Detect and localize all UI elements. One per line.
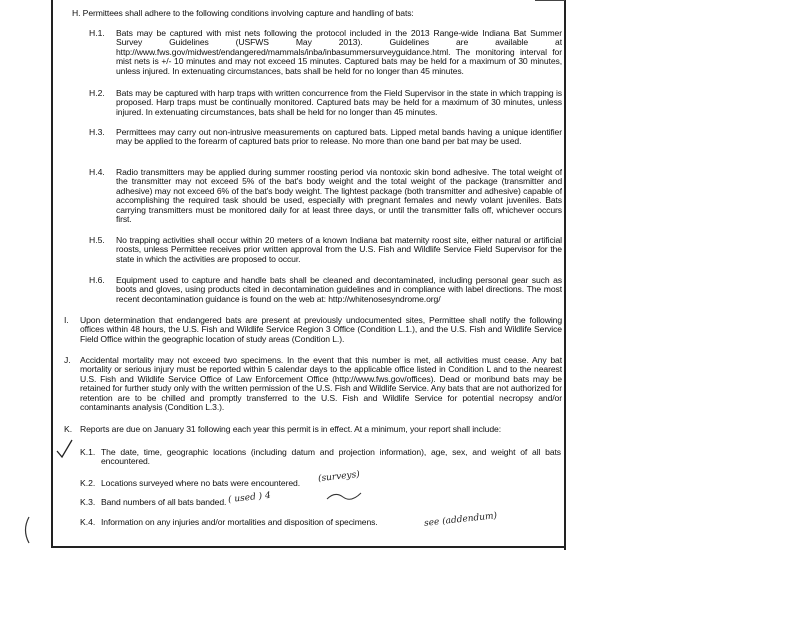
condition-h2-text: Bats may be captured with harp traps with written concurrence from the Field Supervisor in the state in which trapping is proposed. Harp traps must be continually monitored. Captured bats may be held for a maximum of 30 minutes, unless injured. In extenuating circumstances, bats shall be held for no longer than 45 minutes. [116, 89, 562, 117]
condition-k-text: Reports are due on January 31 following each year this permit is in effect. At a minimum, your report shall include: [80, 425, 502, 434]
item-number: I. [64, 315, 69, 325]
page-border-left [51, 0, 53, 548]
condition-h4-text: Radio transmitters may be applied during summer roosting period via nontoxic skin bond adhesive. The total weight of the transmitter may not exceed 5% of the bat's body weight and the total weight of the package (transmitter and adhesive) may not exceed 6% of the bat's body weight. The lightest package (both transmitter and adhesive) capable of accomplishing the required task should be used, especially with pregnant females and newly volant juveniles. Bats carrying transmitters must be monitored daily for at least three days, or until the transmitter falls off, whichever occurs first. [116, 168, 562, 225]
item-number: K.2. [80, 478, 96, 488]
item-number: J. [64, 355, 71, 365]
handwritten-note-k3: ( used ) 4 [227, 490, 272, 506]
item-number: K. [64, 424, 73, 434]
condition-h6-text: Equipment used to capture and handle bats shall be cleaned and decontaminated, including personal gear such as boots and gloves, using products cited in decontamination guidelines and in compliance with label directions. The most recent decontamination guidance is found on the web at: http://whitenosesyndrome.org/ [116, 276, 562, 304]
item-number: K.3. [80, 497, 96, 507]
report-item-k2-text: Locations surveyed where no bats were encountered. [101, 479, 300, 488]
handwritten-note-k2: (surveys) [317, 469, 361, 485]
condition-h3-text: Permittees may carry out non-intrusive measurements on captured bats. Lipped metal bands having a unique identifier may be applied to the forearm of captured bats prior to release. No more than one band per bat may be used. [116, 128, 562, 147]
item-number: K.4. [80, 517, 96, 527]
section-h-intro: H. Permittees shall adhere to the following conditions involving capture and handling of bats: [72, 9, 414, 18]
item-number: K.1. [80, 447, 96, 457]
page-border-right [564, 0, 566, 550]
condition-h5-text: No trapping activities shall occur within 20 meters of a known Indiana bat maternity roost site, either natural or artificial roosts, unless Permittee receives prior written approval from the U.S. Fish and Wildlife Service Field Supervisor for the state in which the activities are proposed to occur. [116, 236, 562, 264]
item-number: H.3. [89, 127, 105, 137]
checkmark-icon [54, 438, 76, 460]
report-item-k1-text: The date, time, geographic locations (including datum and projection information), age, sex, and weight of all bats encountered. [101, 448, 561, 467]
condition-h1-text: Bats may be captured with mist nets following the protocol included in the 2013 Range-wide Indiana Bat Summer Survey Guidelines (USFWS May 2013). Guidelines are available at http://www.fws.gov/midwest/endangered/mammals/inba/inbasummersurveyguidance.html. The monitoring interval for mist nets is +/- 10 minutes and may not exceed 15 minutes. Captured bats may be held for a maximum of 30 minutes, unless injured. In extenuating circumstances, bats shall be held for no longer than 45 minutes. [116, 29, 562, 76]
item-number: H.6. [89, 275, 105, 285]
item-number: H.5. [89, 235, 105, 245]
report-item-k4-text: Information on any injuries and/or mortalities and disposition of specimens. [101, 518, 378, 527]
handwritten-note-k4: see (addendum) [423, 511, 498, 529]
item-number: H.1. [89, 28, 105, 38]
item-number: H.4. [89, 167, 105, 177]
condition-i-text: Upon determination that endangered bats are present at previously undocumented sites, Permittee shall notify the following offices within 48 hours, the U.S. Fish and Wildlife Service Region 3 Office (Condition L.1.), and the U.S. Fish and Wildlife Service Field Office within the geographic location of study areas (Condition L.). [80, 316, 562, 344]
condition-j-text: Accidental mortality may not exceed two specimens. In the event that this number is met, all activities must cease. Any bat mortality or serious injury must be reported within 5 calendar days to the applicable office listed in Condition L and to the nearest U.S. Fish and Wildlife Service Office of Law Enforcement Office (http://www.fws.gov/offices). Dead or moribund bats may be retained for further study only with the written permission of the U.S. Fish and Wildlife Service. Any bats that are not authorized for retention are to be chilled and promptly transferred to the U.S. Fish and Wildlife Service for potential necropsy and/or contaminants analysis (Condition L.3.). [80, 356, 562, 413]
page-border-top [535, 0, 565, 1]
page-border-bottom [51, 546, 566, 548]
paren-mark-icon [20, 515, 32, 545]
item-number: H.2. [89, 88, 105, 98]
report-item-k3-text: Band numbers of all bats banded. [101, 498, 227, 507]
scribble-icon [325, 487, 365, 505]
